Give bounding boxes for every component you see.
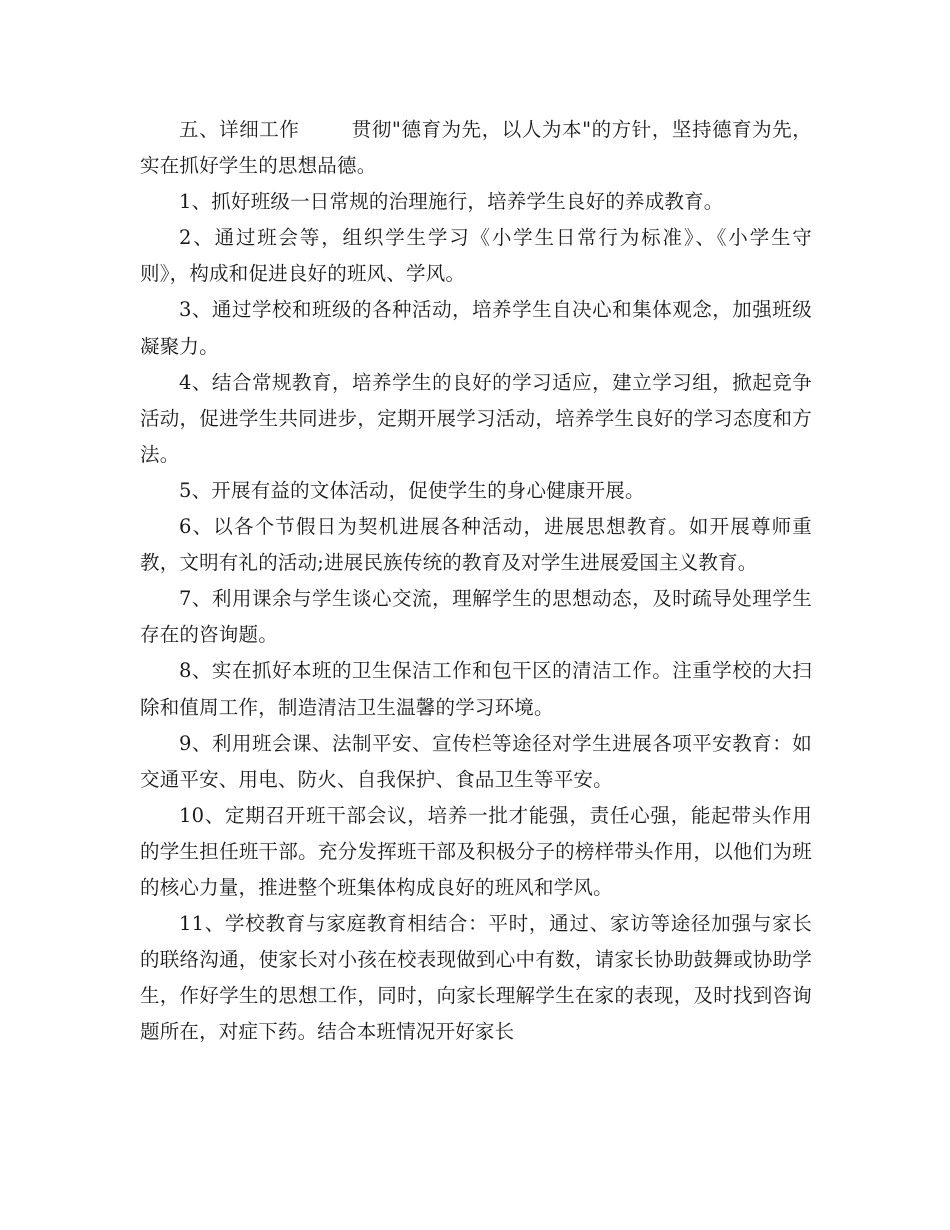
list-item: 7、利用课余与学生谈心交流，理解学生的思想动态，及时疏导处理学生存在的咨询题。 [140, 587, 812, 647]
document-body [140, 112, 812, 1050]
list-item: 9、利用班会课、法制平安、宣传栏等途径对学生进展各项平安教育：如交通平安、用电、防火、自我保护、食品卫生等平安。 [140, 731, 812, 791]
list-item: 6、以各个节假日为契机进展各种活动，进展思想教育。如开展尊师重教，文明有礼的活动;进展民族传统的教育及对学生进展爱国主义教育。 [140, 515, 812, 575]
list-item: 4、结合常规教育，培养学生的良好的学习适应，建立学习组，掀起竞争活动，促进学生共同进步，定期开展学习活动，培养学生良好的学习态度和方法。 [140, 370, 812, 466]
section-heading-paragraph [140, 112, 812, 184]
list-item: 8、实在抓好本班的卫生保洁工作和包干区的清洁工作。注重学校的大扫除和值周工作，制造清洁卫生温馨的学习环境。 [140, 659, 812, 719]
list-item: 10、定期召开班干部会议，培养一批才能强，责任心强，能起带头作用的学生担任班干部。充分发挥班干部及积极分子的榜样带头作用，以他们为班的核心力量，推进整个班集体构成良好的班风和学风。 [140, 803, 812, 899]
list-item: 5、开展有益的文体活动，促使学生的身心健康开展。 [179, 478, 645, 502]
section-intro: 贯彻"德育为先，以人为本"的方针，坚持德育为先，实在抓好学生的思想品德。 [140, 118, 812, 178]
list-item: 3、通过学校和班级的各种活动，培养学生自决心和集体观念，加强班级凝聚力。 [140, 298, 812, 358]
list-item: 1、抓好班级一日常规的治理施行，培养学生良好的养成教育。 [179, 190, 724, 214]
list-item: 2、通过班会等，组织学生学习《小学生日常行为标准》、《小学生守则》，构成和促进良好的班风、学风。 [140, 226, 812, 286]
section-title: 五、详细工作 [179, 118, 300, 141]
list-item: 11、学校教育与家庭教育相结合：平时，通过、家访等途径加强与家长的联络沟通，使家长对小孩在校表现做到心中有数，请家长协助鼓舞或协助学生，作好学生的思想工作，同时，向家长理解学生在家的表现，及时找到咨询题所在，对症下药。结合本班情况开好家长 [140, 912, 812, 1044]
